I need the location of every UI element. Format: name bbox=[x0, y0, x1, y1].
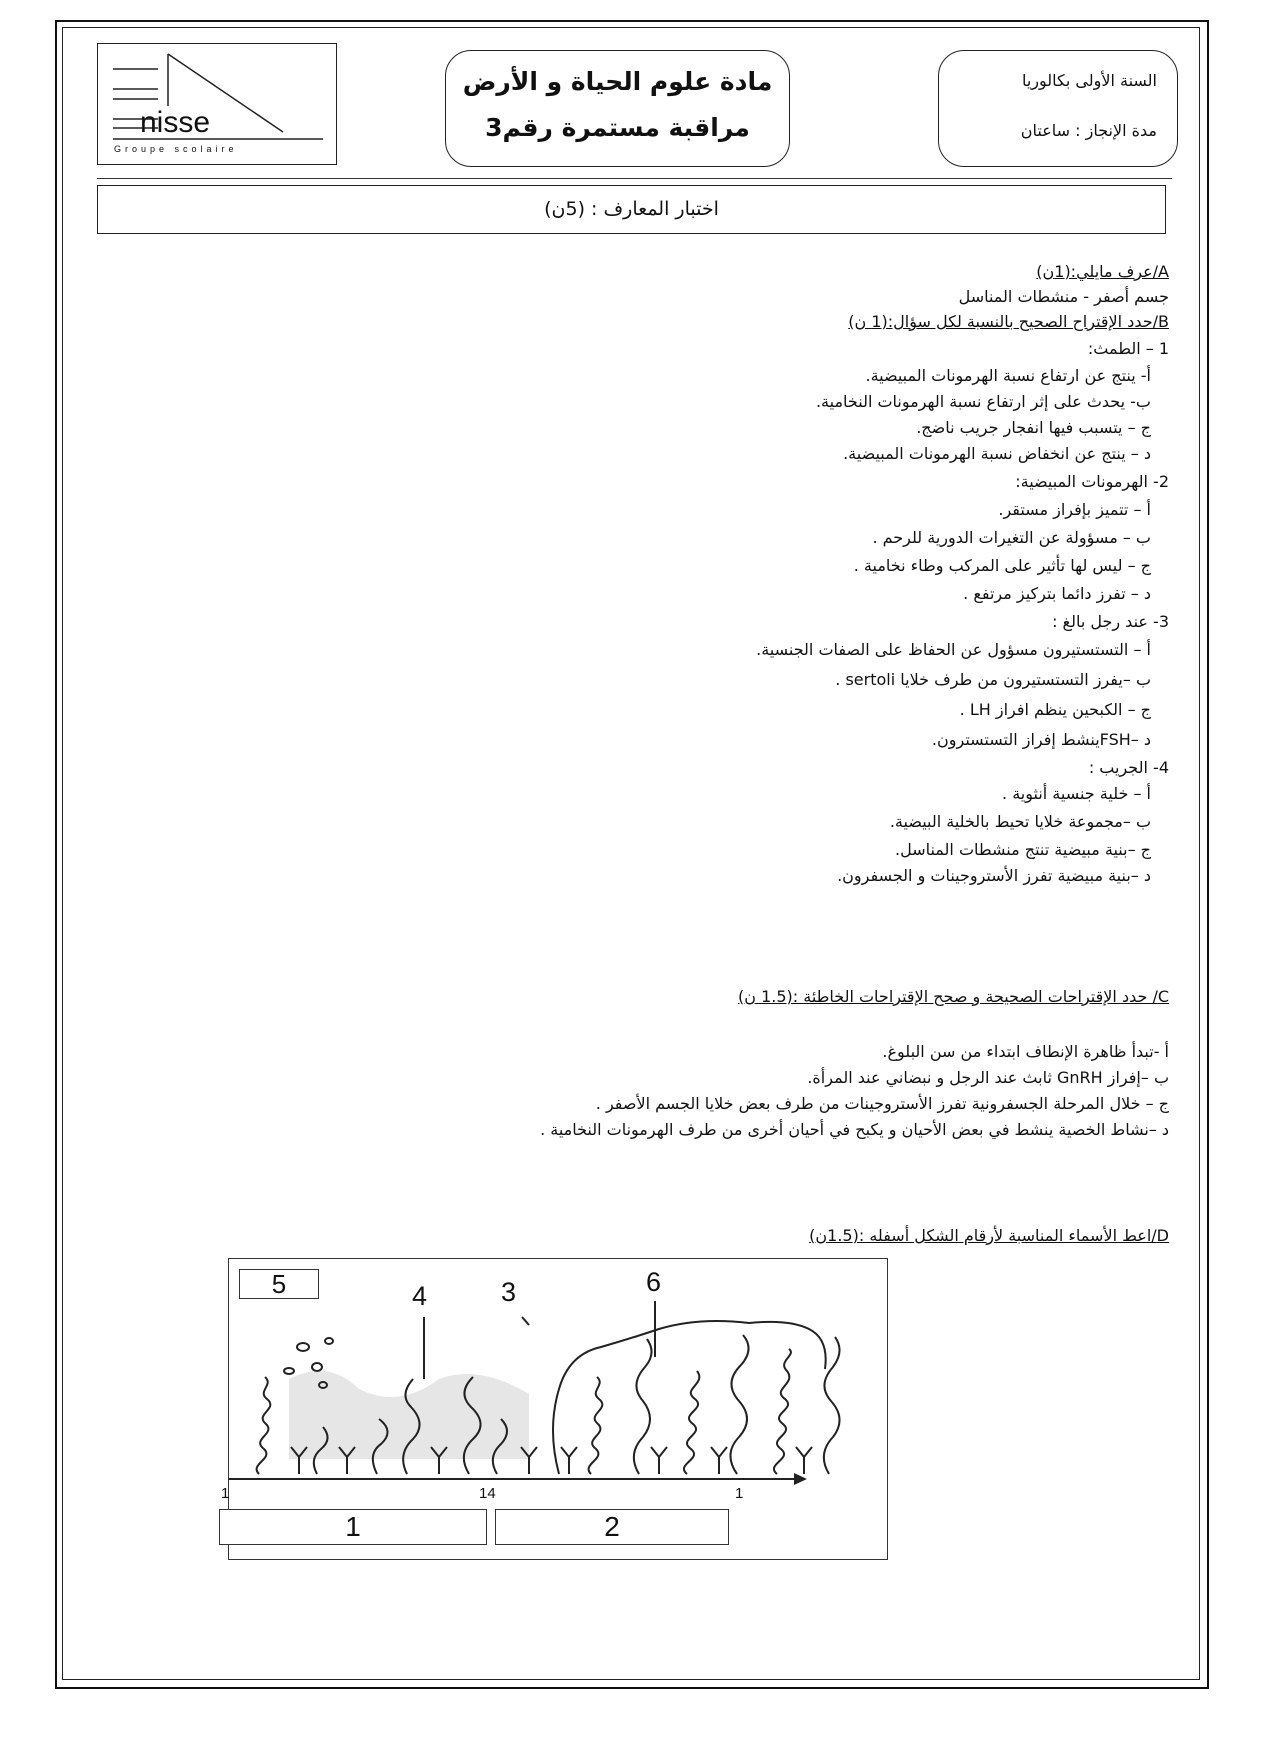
q4-option: ج –بنية مبيضية تنتج منشطات المناسل. bbox=[894, 840, 1151, 859]
partC-item: ج – خلال المرحلة الجسفرونية تفرز الأستروجينات من طرف بعض خلايا الجسم الأصفر . bbox=[595, 1094, 1169, 1113]
q3-option: أ – التستستيرون مسؤول عن الحفاظ على الصفات الجنسية. bbox=[756, 640, 1151, 659]
logo-brand-text: nisse bbox=[140, 106, 211, 139]
partA-heading: A/عرف مايلي:(1ن) bbox=[1036, 262, 1169, 281]
section-title: اختبار المعارف : (5ن) bbox=[97, 185, 1166, 234]
q1-option: أ- ينتج عن ارتفاع نسبة الهرمونات المبيضية. bbox=[865, 366, 1151, 385]
divider bbox=[97, 178, 1172, 179]
axis-tick-start: 1 bbox=[221, 1485, 230, 1502]
q3-option: ج – الكبحين ينظم افراز LH . bbox=[959, 700, 1151, 719]
subject-title: مادة علوم الحياة و الأرض bbox=[462, 67, 773, 96]
level-box bbox=[938, 50, 1178, 167]
q2-option: د – تفرز دائما بتركيز مرتفع . bbox=[963, 584, 1151, 603]
q2-option: أ – تتميز بإفراز مستقر. bbox=[998, 500, 1151, 519]
level-text: السنة الأولى بكالوريا bbox=[1021, 71, 1157, 90]
q3-option: ب –يفرز التستستيرون من طرف خلايا sertoli . bbox=[835, 670, 1151, 689]
q4-option: أ – خلية جنسية أنثوية . bbox=[1002, 784, 1151, 803]
q2-stem: 2- الهرمونات المبيضية: bbox=[1015, 472, 1169, 491]
q1-option: ج – يتسبب فيها انفجار جريب ناضج. bbox=[916, 418, 1151, 437]
q1-option: د – ينتج عن انخفاض نسبة الهرمونات المبيضية. bbox=[843, 444, 1151, 463]
partB-heading: B/حدد الإقتراح الصحيح بالنسبة لكل سؤال:(1 ن) bbox=[848, 312, 1169, 331]
q4-option: د –بنية مبيضية تفرز الأستروجينات و الجسفرون. bbox=[837, 866, 1151, 885]
figure-label-3: 3 bbox=[501, 1277, 517, 1307]
partC-item: ب –إفراز GnRH ثابث عند الرجل و نبضاني عند المرأة. bbox=[807, 1068, 1169, 1087]
q1-stem: 1 – الطمث: bbox=[1087, 339, 1169, 358]
partC-item: أ -تبدأ ظاهرة الإنطاف ابتداء من سن البلوغ. bbox=[882, 1042, 1169, 1061]
q3-option: د –FSHينشط إفراز التستسترون. bbox=[931, 730, 1151, 749]
q2-option: ب – مسؤولة عن التغيرات الدورية للرحم . bbox=[872, 528, 1151, 547]
q4-stem: 4- الجريب : bbox=[1088, 758, 1169, 777]
figure-label-6: 6 bbox=[646, 1267, 662, 1297]
uterine-cycle-figure bbox=[221, 1258, 888, 1560]
partC-item: د –نشاط الخصية ينشط في بعض الأحيان و يكبح في أحيان أخرى من طرف الهرمونات النخامية . bbox=[540, 1120, 1169, 1139]
subject-box bbox=[445, 50, 790, 167]
figure-label-2: 2 bbox=[495, 1509, 729, 1545]
partA-terms: جسم أصفر - منشطات المناسل bbox=[958, 287, 1169, 306]
logo-tagline: Groupe scolaire bbox=[114, 144, 238, 154]
exam-title: مراقبة مستمرة رقم3 bbox=[485, 113, 750, 142]
school-logo bbox=[97, 43, 337, 165]
q2-option: ج – ليس لها تأثير على المركب وطاء نخامية . bbox=[853, 556, 1151, 575]
q1-option: ب- يحدث على إثر ارتفاع نسبة الهرمونات النخامية. bbox=[815, 392, 1151, 411]
q3-stem: 3- عند رجل بالغ : bbox=[1052, 612, 1169, 631]
figure-label-1: 1 bbox=[219, 1509, 487, 1545]
axis-tick-mid: 14 bbox=[479, 1485, 496, 1502]
partC-heading: C/ حدد الإقتراحات الصحيحة و صحح الإقتراحات الخاطئة :(1.5 ن) bbox=[737, 987, 1169, 1006]
partD-heading: D/اعط الأسماء المناسبة لأرقام الشكل أسفله :(1.5ن) bbox=[809, 1226, 1169, 1245]
q4-option: ب –مجموعة خلايا تحيط بالخلية البيضية. bbox=[889, 812, 1151, 831]
figure-label-5: 5 bbox=[239, 1269, 319, 1299]
figure-label-4: 4 bbox=[412, 1281, 428, 1311]
axis-tick-end: 1 bbox=[735, 1485, 744, 1502]
duration-text: مدة الإنجاز : ساعتان bbox=[1020, 121, 1157, 140]
